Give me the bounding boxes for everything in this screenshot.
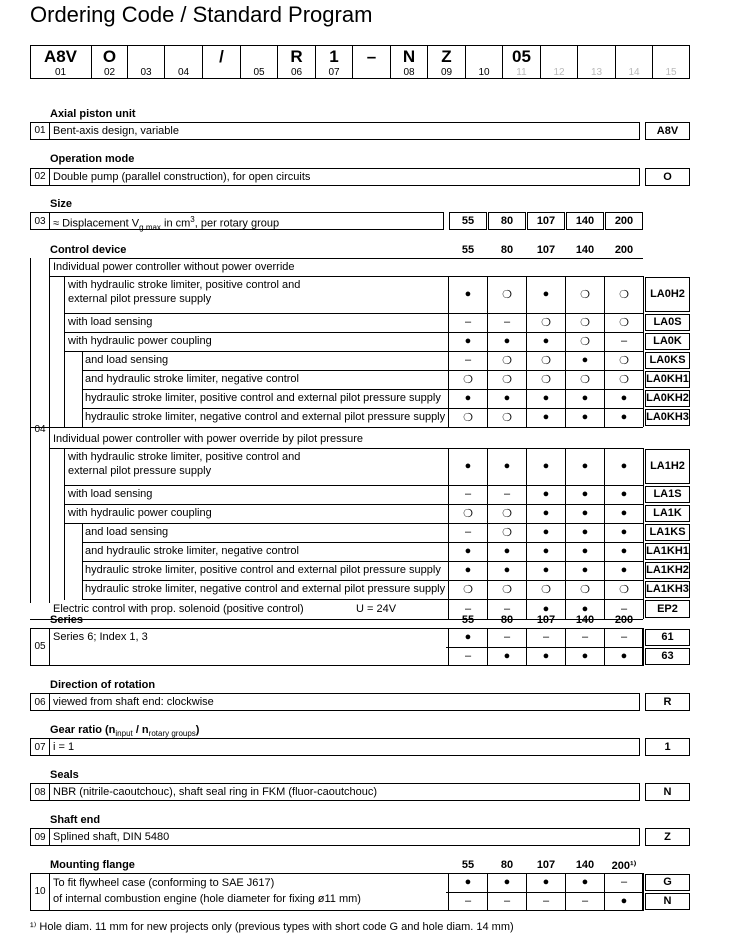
code-number [353, 66, 391, 79]
code-cell: – [353, 45, 391, 66]
availability-mark: – [503, 602, 511, 615]
code-box: N [645, 893, 690, 910]
code-number: 03 [128, 66, 165, 79]
availability-mark: ❍ [463, 374, 473, 386]
availability-mark: ❍ [463, 508, 473, 520]
size-label: 107 [536, 244, 556, 256]
availability-mark: ● [581, 602, 589, 615]
code-box: LA1KS [645, 524, 690, 541]
code-cell [128, 45, 165, 66]
size-label: 200¹⁾ [611, 860, 637, 872]
size-label: 55 [461, 244, 475, 256]
availability-mark: – [464, 650, 472, 662]
availability-mark: – [620, 335, 628, 347]
code-box: R [645, 693, 690, 711]
availability-mark: – [581, 895, 589, 907]
footnote: ¹⁾ Hole diam. 11 mm for new projects only (previous types with short code G and hole diam. 14 mm) [30, 921, 514, 933]
control-row-text: and load sensing [85, 526, 169, 538]
row-index: 02 [34, 171, 46, 182]
code-cell: R [278, 45, 316, 66]
row-box [30, 738, 640, 756]
availability-mark: – [581, 631, 589, 643]
availability-mark: ❍ [580, 317, 590, 329]
code-number: 13 [578, 66, 616, 79]
size-label: 140 [575, 614, 595, 626]
availability-mark: ● [620, 507, 628, 519]
availability-mark: ❍ [580, 374, 590, 386]
availability-mark: ● [464, 335, 472, 347]
availability-mark: ● [620, 411, 628, 423]
control-row-text: with hydraulic stroke limiter, positive control and [68, 279, 301, 291]
availability-mark: ❍ [502, 412, 512, 424]
section-header-axial: Axial piston unit [50, 108, 136, 120]
availability-mark: ● [542, 602, 550, 615]
size-label: 200 [614, 244, 634, 256]
row-text: viewed from shaft end: clockwise [53, 696, 214, 708]
availability-mark: ● [620, 650, 628, 662]
section-header-seals: Seals [50, 769, 79, 781]
code-number: 02 [92, 66, 128, 79]
code-box: LA1K [645, 505, 690, 522]
availability-mark: – [503, 316, 511, 328]
availability-mark: – [464, 602, 472, 615]
section-header-rotation: Direction of rotation [50, 679, 156, 691]
code-number: 14 [616, 66, 653, 79]
code-box: LA0S [645, 314, 690, 331]
row-text: To fit flywheel case (conforming to SAE J617) [53, 877, 275, 889]
availability-mark: ● [464, 876, 472, 888]
availability-mark: ❍ [619, 355, 629, 367]
electric-control-text: Electric control with prop. solenoid (positive control) [53, 603, 304, 615]
control-group-title: Individual power controller with power override by pilot pressure [53, 433, 363, 445]
control-row-text: and hydraulic stroke limiter, negative control [85, 545, 299, 557]
availability-mark: ❍ [541, 355, 551, 367]
control-row-text: hydraulic stroke limiter, negative control and external pilot pressure supply [85, 583, 446, 595]
code-cell [241, 45, 278, 66]
code-box: 1 [645, 738, 690, 756]
code-cell [578, 45, 616, 66]
availability-mark: ● [503, 460, 511, 472]
availability-mark: ❍ [619, 584, 629, 596]
availability-mark: ● [620, 545, 628, 557]
size-label: 55 [461, 614, 475, 626]
code-box: LA1KH1 [645, 543, 690, 560]
code-cell [165, 45, 203, 66]
row-index: 05 [34, 641, 46, 652]
availability-mark: ● [620, 895, 628, 907]
availability-mark: ● [464, 545, 472, 557]
code-box: N [645, 783, 690, 801]
availability-mark: – [503, 631, 511, 643]
row-text: i = 1 [53, 741, 75, 753]
control-row-text: hydraulic stroke limiter, positive control and external pilot pressure supply [85, 564, 441, 576]
availability-mark: ● [581, 488, 589, 500]
availability-mark: ● [581, 460, 589, 472]
availability-mark: ● [542, 460, 550, 472]
control-row-text-2: external pilot pressure supply [68, 465, 212, 477]
size-label: 55 [461, 859, 475, 871]
availability-mark: – [464, 354, 472, 366]
availability-mark: ● [464, 460, 472, 472]
availability-mark: ❍ [619, 317, 629, 329]
availability-mark: ● [464, 564, 472, 576]
row-index: 08 [34, 787, 46, 798]
code-number: 04 [165, 66, 203, 79]
row-text: Series 6; Index 1, 3 [53, 631, 148, 643]
control-row-text-2: external pilot pressure supply [68, 293, 212, 305]
section-header-operation: Operation mode [50, 153, 135, 165]
code-cell: A8V [30, 45, 92, 66]
availability-mark: – [464, 316, 472, 328]
availability-mark: ❍ [502, 374, 512, 386]
size-label: 140 [575, 244, 595, 256]
availability-mark: ● [620, 526, 628, 538]
control-row-text: with load sensing [68, 316, 153, 328]
availability-mark: – [620, 602, 628, 615]
row-text-2: of internal combustion engine (hole diameter for fixing ø11 mm) [53, 893, 361, 905]
availability-mark: – [503, 895, 511, 907]
code-box: LA1H2 [645, 449, 690, 484]
row-index: 09 [34, 832, 46, 843]
control-row-text: and load sensing [85, 354, 169, 366]
availability-mark: ● [620, 392, 628, 404]
section-header-gear: Gear ratio $(n_{input} / n_{rotary groups})$ [50, 724, 200, 739]
availability-mark: ● [581, 354, 589, 366]
code-number [203, 66, 241, 79]
size-box: 55 [449, 212, 487, 230]
code-box: LA1S [645, 486, 690, 503]
availability-mark: ● [542, 411, 550, 423]
size-label: 80 [500, 244, 514, 256]
size-label: 140 [575, 859, 595, 871]
code-number: 07 [316, 66, 353, 79]
size-label: 107 [536, 859, 556, 871]
availability-mark: ● [581, 564, 589, 576]
section-header-flange: Mounting flange [50, 859, 135, 871]
availability-mark: ● [542, 564, 550, 576]
availability-mark: – [464, 895, 472, 907]
availability-mark: ● [581, 876, 589, 888]
availability-mark: ● [542, 545, 550, 557]
code-cell: / [203, 45, 241, 66]
size-label: 107 [536, 614, 556, 626]
code-cell [653, 45, 690, 66]
code-cell: 1 [316, 45, 353, 66]
section-header-control: Control device [50, 244, 127, 256]
availability-mark: ❍ [541, 374, 551, 386]
availability-mark: ❍ [502, 289, 512, 301]
availability-mark: ❍ [619, 374, 629, 386]
row-index: 04 [34, 424, 46, 435]
availability-mark: ● [464, 288, 472, 300]
availability-mark: ● [542, 392, 550, 404]
availability-mark: ● [581, 526, 589, 538]
availability-mark: ● [581, 507, 589, 519]
control-row-text: with hydraulic power coupling [68, 507, 212, 519]
availability-mark: ❍ [502, 584, 512, 596]
row-index: 01 [34, 125, 46, 136]
availability-mark: ❍ [619, 289, 629, 301]
code-number: 01 [30, 66, 92, 79]
section-header-size: Size [50, 198, 73, 210]
availability-mark: – [503, 488, 511, 500]
availability-mark: ❍ [502, 508, 512, 520]
control-row-text: with load sensing [68, 488, 153, 500]
code-box: LA1KH3 [645, 581, 690, 598]
code-cell: O [92, 45, 128, 66]
availability-mark: ● [464, 631, 472, 643]
availability-mark: ● [503, 392, 511, 404]
availability-mark: ● [620, 488, 628, 500]
size-box: 80 [488, 212, 526, 230]
row-index: 03 [34, 216, 46, 227]
code-box: LA0H2 [645, 277, 690, 312]
electric-voltage: U = 24V [356, 603, 397, 615]
control-row-text: with hydraulic power coupling [68, 335, 212, 347]
availability-mark: ● [542, 650, 550, 662]
code-number: 05 [241, 66, 278, 79]
row-index: 10 [34, 886, 46, 897]
availability-mark: ❍ [580, 336, 590, 348]
row-text: ≈ Displacement $V_{g max}$ in $cm^3$, per rotary group [53, 215, 280, 232]
control-row-text: and hydraulic stroke limiter, negative control [85, 373, 299, 385]
size-label: 200 [614, 614, 634, 626]
availability-mark: ❍ [541, 317, 551, 329]
code-box: EP2 [645, 600, 690, 618]
code-number: 15 [653, 66, 690, 79]
size-label: 80 [500, 614, 514, 626]
size-box: 200 [605, 212, 643, 230]
availability-mark: – [620, 876, 628, 888]
code-cell: N [391, 45, 428, 66]
code-box: 61 [645, 629, 690, 646]
availability-mark: ● [503, 564, 511, 576]
page-title: Ordering Code / Standard Program [30, 2, 373, 27]
availability-mark: ❍ [580, 289, 590, 301]
row-text: Splined shaft, DIN 5480 [53, 831, 170, 843]
row-index: 07 [34, 742, 46, 753]
availability-mark: ● [542, 507, 550, 519]
control-row-text: hydraulic stroke limiter, negative control and external pilot pressure supply [85, 411, 446, 423]
code-number: 12 [541, 66, 578, 79]
size-box: 140 [566, 212, 604, 230]
availability-mark: ❍ [502, 527, 512, 539]
availability-mark: ● [581, 650, 589, 662]
availability-mark: ● [542, 288, 550, 300]
availability-mark: – [542, 895, 550, 907]
code-cell [616, 45, 653, 66]
availability-mark: ● [464, 392, 472, 404]
code-number: 10 [466, 66, 503, 79]
code-box: LA0KH1 [645, 371, 690, 388]
availability-mark: ● [581, 545, 589, 557]
availability-mark: ● [620, 460, 628, 472]
code-number: 09 [428, 66, 466, 79]
availability-mark: ● [503, 876, 511, 888]
availability-mark: – [542, 631, 550, 643]
availability-mark: ● [581, 411, 589, 423]
availability-mark: ❍ [580, 584, 590, 596]
row-text: Double pump (parallel construction), for open circuits [53, 171, 311, 183]
code-box: LA0KS [645, 352, 690, 369]
row-index: 06 [34, 697, 46, 708]
code-number: 08 [391, 66, 428, 79]
control-group-title: Individual power controller without power override [53, 261, 295, 273]
availability-mark: ● [542, 335, 550, 347]
size-label: 80 [500, 859, 514, 871]
availability-mark: – [464, 488, 472, 500]
code-box: 63 [645, 648, 690, 665]
code-box: LA0KH3 [645, 409, 690, 426]
code-cell [466, 45, 503, 66]
availability-mark: ● [542, 876, 550, 888]
code-box: A8V [645, 122, 690, 140]
code-number: 11 [503, 66, 541, 79]
control-row-text: hydraulic stroke limiter, positive control and external pilot pressure supply [85, 392, 441, 404]
code-box: Z [645, 828, 690, 846]
row-text: NBR (nitrile-caoutchouc), shaft seal ring in FKM (fluor-caoutchouc) [53, 786, 378, 798]
control-row-text: with hydraulic stroke limiter, positive control and [68, 451, 301, 463]
availability-mark: ❍ [541, 584, 551, 596]
availability-mark: ● [542, 488, 550, 500]
code-box: LA0K [645, 333, 690, 350]
code-box: LA1KH2 [645, 562, 690, 579]
availability-mark: ● [503, 335, 511, 347]
availability-mark: – [620, 631, 628, 643]
code-box: G [645, 874, 690, 891]
availability-mark: – [464, 526, 472, 538]
code-cell: 05 [503, 45, 541, 66]
availability-mark: ● [620, 564, 628, 576]
code-cell [541, 45, 578, 66]
availability-mark: ● [503, 545, 511, 557]
row-text: Bent-axis design, variable [53, 125, 179, 137]
code-box: O [645, 168, 690, 186]
availability-mark: ● [581, 392, 589, 404]
code-box: LA0KH2 [645, 390, 690, 407]
availability-mark: ● [503, 650, 511, 662]
section-header-series: Series [50, 614, 84, 626]
section-header-shaft: Shaft end [50, 814, 101, 826]
code-number: 06 [278, 66, 316, 79]
code-cell: Z [428, 45, 466, 66]
availability-mark: ❍ [463, 412, 473, 424]
size-box: 107 [527, 212, 565, 230]
availability-mark: ❍ [463, 584, 473, 596]
availability-mark: ❍ [502, 355, 512, 367]
availability-mark: ● [542, 526, 550, 538]
